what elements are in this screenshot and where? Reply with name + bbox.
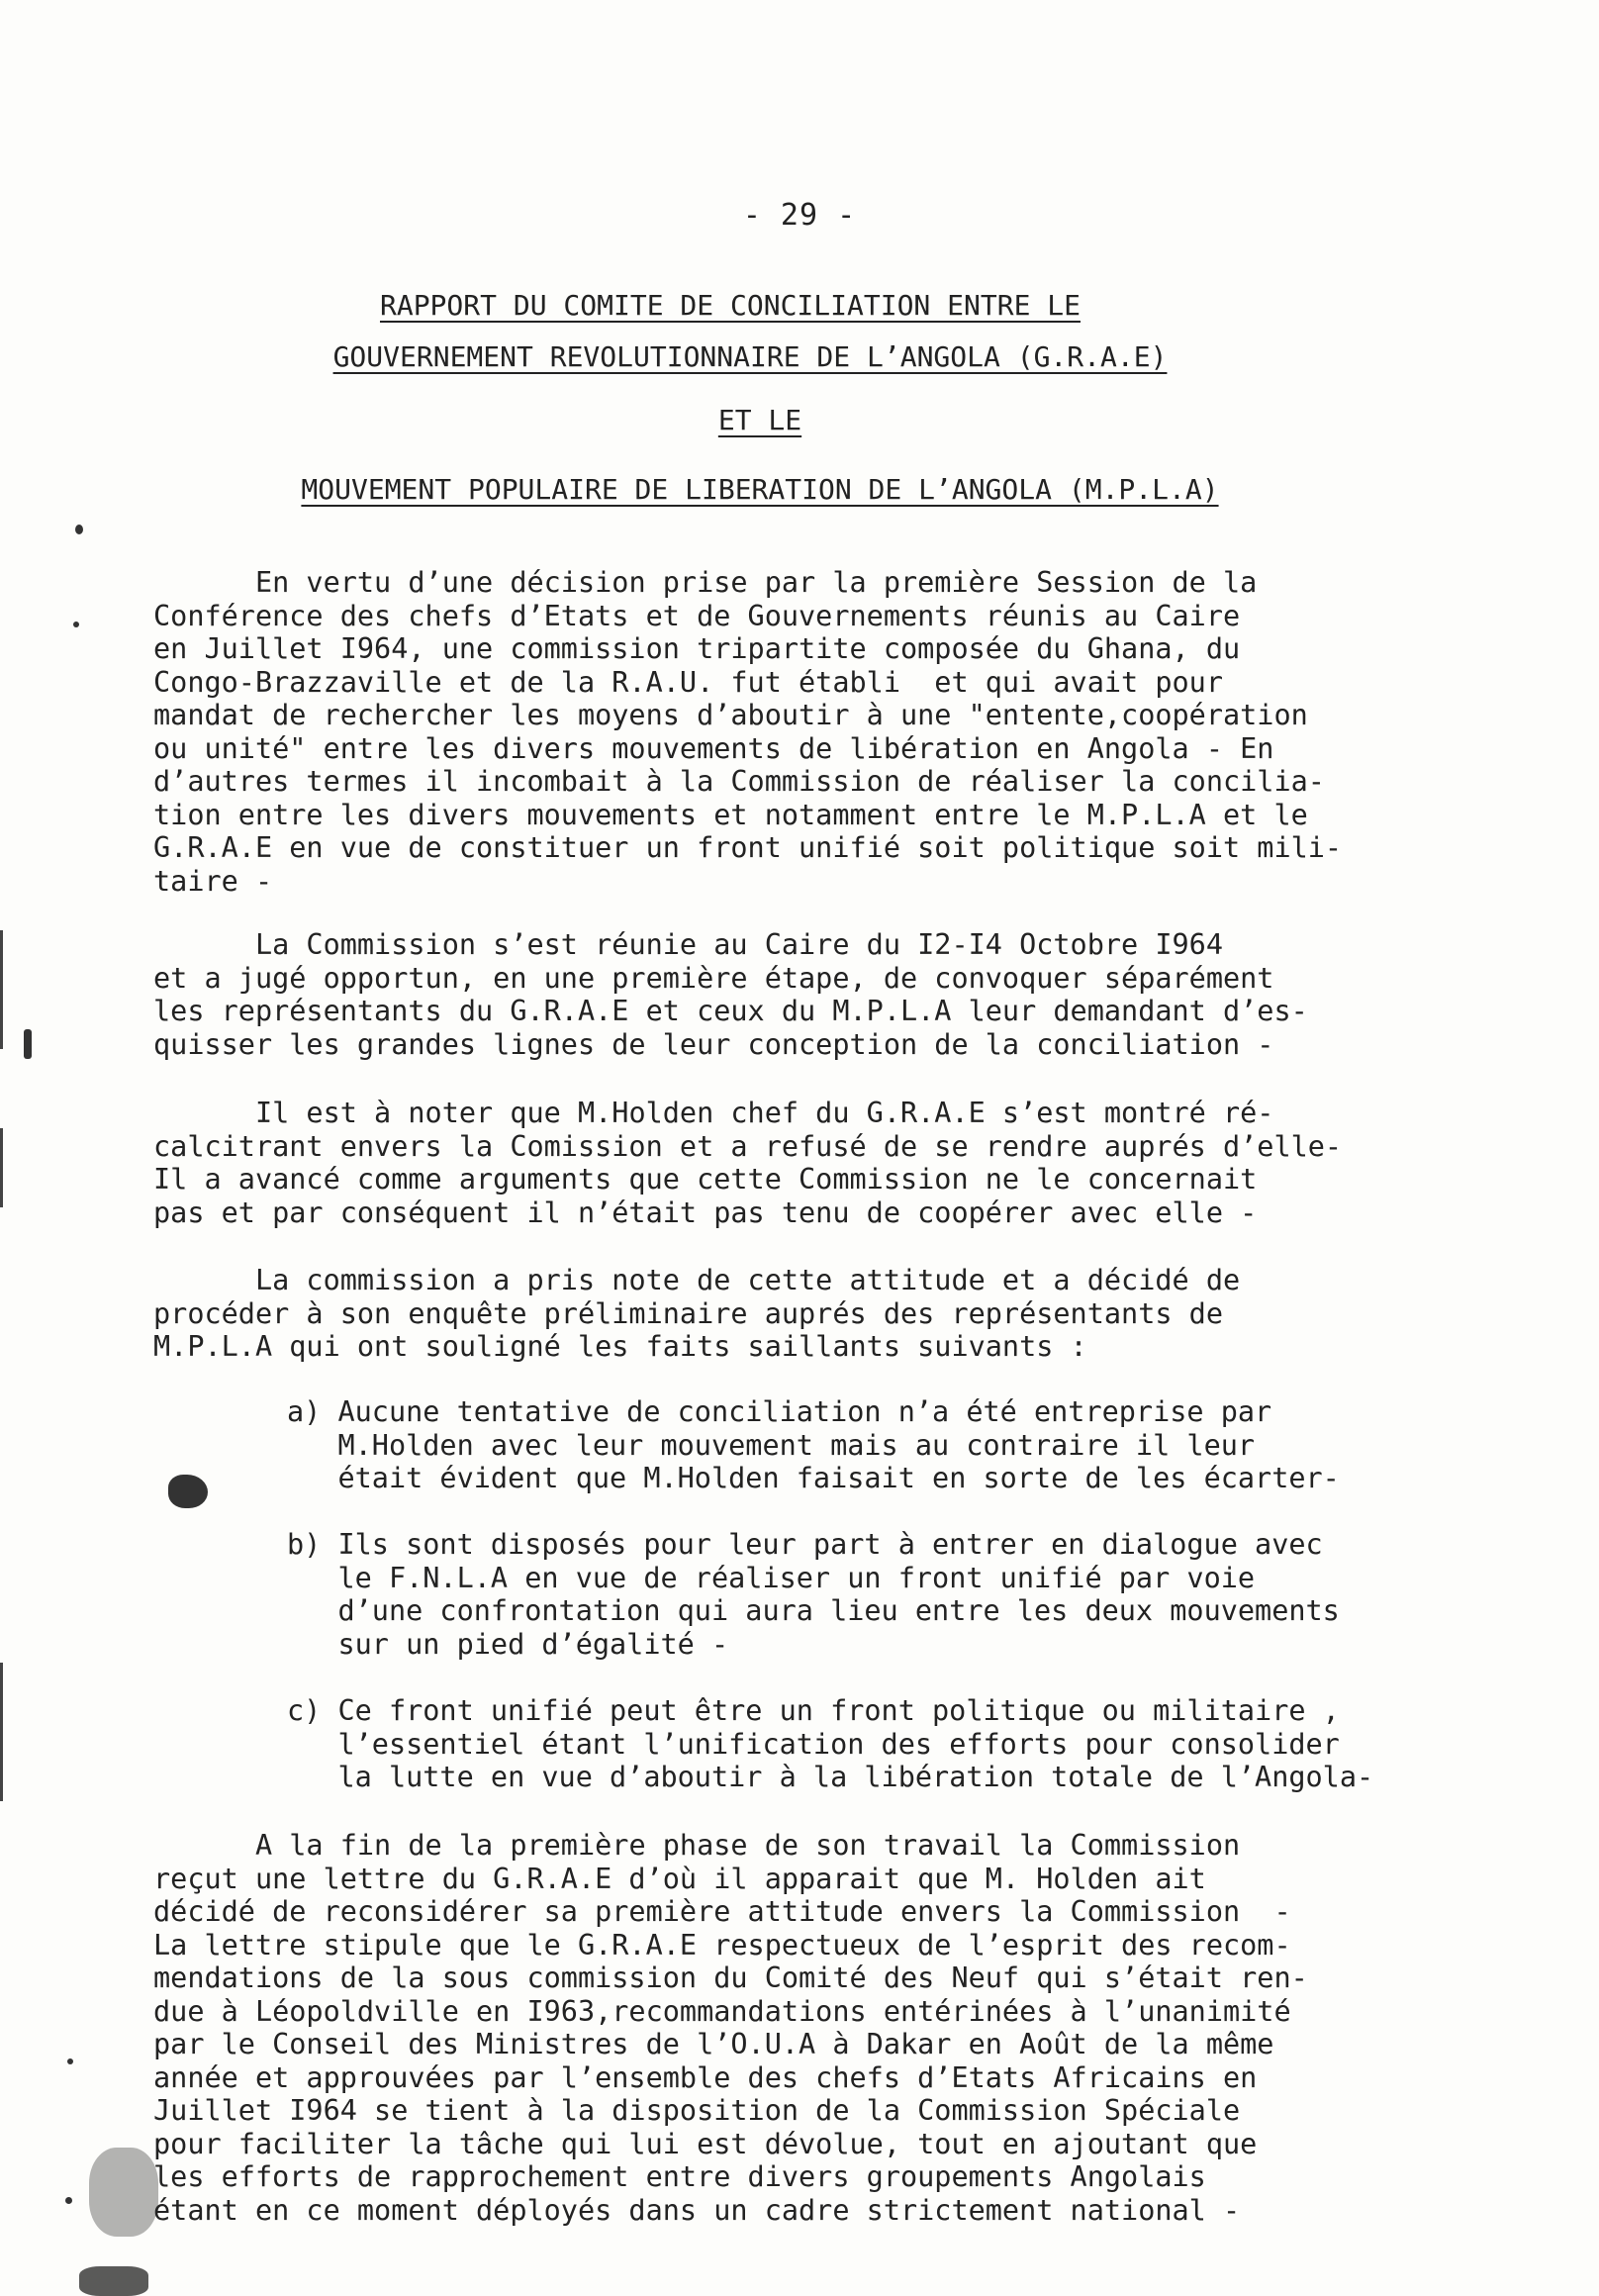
list-item-b: b) Ils sont disposés pour leur part à entrer en dialogue avec le F.N.L.A en vue de réaliser un front unifié par voie d’une confrontation qui aura lieu entre les deux mouvements sur un pied d’égalité - (287, 1528, 1340, 1661)
paragraph-4: La commission a pris note de cette attitude et a décidé de procéder à son enquête préliminaire auprés des représentants de M.P.L.A qui ont souligné les faits saillants suivants : (153, 1264, 1241, 1363)
page-number: - 29 - (742, 198, 857, 233)
paragraph-1: En vertu d’une décision prise par la première Session de la Conférence des chefs d’Etats et de Gouvernements réunis au Caire en Juillet I964, une commission tripartite composée du Ghana, du Congo-Brazzaville et de la R.A.U. fut établi et qui avait pour mandat de rechercher les moyens d’aboutir à une "entente,coopération ou unité" entre les divers mouvements de libération en Angola - En d’autres termes il incombait à la Commission de réaliser la concilia- tion entre les divers mouvements et notamment entre le M.P.L.A et le G.R.A.E en vue de constituer un front unifié soit politique soit mili- taire - (153, 566, 1343, 898)
scan-edge (0, 1128, 3, 1207)
scan-speck (75, 525, 83, 534)
scan-speck (73, 622, 79, 627)
title-line-2: GOUVERNEMENT REVOLUTIONNAIRE DE L’ANGOLA (G.R.A.E) (332, 340, 1168, 373)
scan-edge (0, 1663, 3, 1801)
scan-speck (65, 2197, 72, 2204)
paragraph-2: La Commission s’est réunie au Caire du I2-I4 Octobre I964 et a jugé opportun, en une première étape, de convoquer séparément les représentants du G.R.A.E et ceux du M.P.L.A leur demandant d’es- quisser les grandes lignes de leur conception de la conciliation - (153, 928, 1308, 1061)
paragraph-3: Il est à noter que M.Holden chef du G.R.A.E s’est montré ré- calcitrant envers la Comission et a refusé de se rendre auprés d’elle- Il a avancé comme arguments que cette Commission ne le concernait pas et par conséquent il n’était pas tenu de coopérer avec elle - (153, 1097, 1343, 1229)
ink-blot (168, 1475, 208, 1508)
list-item-c: c) Ce front unifié peut être un front politique ou militaire , l’essentiel étant l’unification des efforts pour consolider la lutte en vue d’aboutir à la libération totale de l’Angola- (287, 1694, 1374, 1793)
scan-edge (0, 930, 3, 1049)
ink-smudge (89, 2148, 158, 2237)
title-line-4: MOUVEMENT POPULAIRE DE LIBERATION DE L’ANGOLA (M.P.L.A) (301, 473, 1219, 506)
title-line-3: ET LE (717, 404, 802, 436)
list-item-a: a) Aucune tentative de conciliation n’a été entreprise par M.Holden avec leur mouvement mais au contraire il leur était évident que M.Holden faisait en sorte de les écarter- (287, 1395, 1340, 1494)
paragraph-5: A la fin de la première phase de son travail la Commission reçut une lettre du G.R.A.E d’où il apparait que M. Holden ait décidé de reconsidérer sa première attitude envers la Commission - La lettre stipule que le G.R.A.E respectueux de l’esprit des recom- mendations de la sous commission du Comité des Neuf qui s’était ren- due à Léopoldville en I963,recommandations entérinées à l’unanimité par le Conseil des Ministres de l’O.U.A à Dakar en Août de la même année et approuvées par l’ensemble des chefs d’Etats Africains en Juillet I964 se tient à la disposition de la Commission Spéciale pour faciliter la tâche qui lui est dévolue, tout en ajoutant que les efforts de rapprochement entre divers groupements Angolais étant en ce moment déployés dans un cadre strictement national - (153, 1829, 1308, 2227)
scan-speck (24, 1029, 32, 1059)
scan-speck (67, 2058, 73, 2064)
title-line-1: RAPPORT DU COMITE DE CONCILIATION ENTRE LE (379, 289, 1081, 322)
ink-smudge (79, 2266, 148, 2296)
